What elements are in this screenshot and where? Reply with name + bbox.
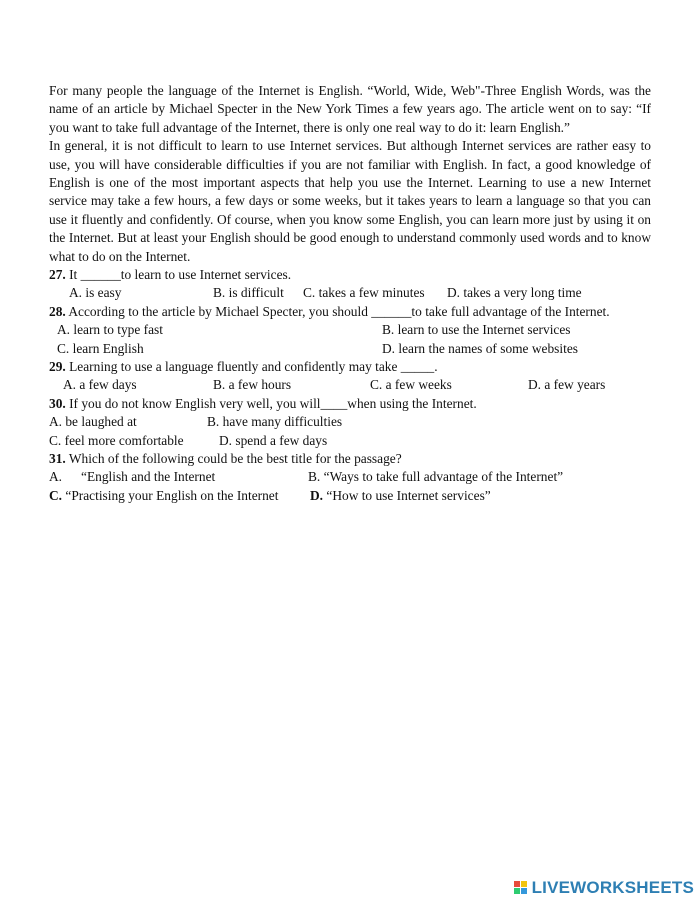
options-30-row-1 xyxy=(49,413,651,431)
option-c[interactable]: C. takes a few minutes xyxy=(303,285,425,301)
options-28-row-1 xyxy=(49,321,651,339)
option-d[interactable]: D. a few years xyxy=(528,377,606,393)
passage-paragraph-1: For many people the language of the Internet is English. “World, Wide, Web"-Three English Words, was the name of an article by Michael Specter in the New York Times a few years ago. The article went on to say: “If you want to take full advantage of the Internet, there is only one real way to do it: learn English.” xyxy=(49,83,651,135)
option-c-text: “Practising your English on the Internet xyxy=(62,487,279,503)
liveworksheets-icon xyxy=(514,881,528,895)
option-c[interactable]: C. learn English xyxy=(57,340,144,356)
brand-name: LIVEWORKSHEETS xyxy=(531,878,694,897)
question-number: 31. xyxy=(49,451,66,467)
options-30-row-2 xyxy=(49,432,651,450)
option-a[interactable]: A. is easy xyxy=(69,285,122,301)
option-d[interactable]: D. takes a very long time xyxy=(447,285,582,301)
question-29 xyxy=(49,358,651,376)
question-text: It ______to learn to use Internet services. xyxy=(65,267,292,283)
option-b[interactable]: B. learn to use the Internet services xyxy=(382,322,571,338)
options-31-row-2 xyxy=(49,487,651,505)
question-28 xyxy=(49,303,651,321)
question-number: 28. xyxy=(49,303,66,319)
option-a[interactable]: A. learn to type fast xyxy=(57,322,163,338)
question-number: 29. xyxy=(49,359,66,375)
question-number: 30. xyxy=(49,395,66,411)
option-a[interactable]: A. a few days xyxy=(63,377,137,393)
option-a-text[interactable]: “English and the Internet xyxy=(81,469,216,485)
options-31-row-1 xyxy=(49,468,651,486)
option-b[interactable]: B. “Ways to take full advantage of the Internet” xyxy=(308,469,564,485)
question-31 xyxy=(49,450,651,468)
option-c[interactable]: C. feel more comfortable xyxy=(49,432,184,448)
question-number: 27. xyxy=(49,267,66,283)
option-b[interactable]: B. a few hours xyxy=(213,377,292,393)
option-a-letter[interactable]: A. xyxy=(49,469,63,485)
option-d-letter: D. xyxy=(310,487,324,503)
option-d-text: “How to use Internet services” xyxy=(323,487,491,503)
worksheet xyxy=(49,82,651,505)
question-text: According to the article by Michael Specter, you should ______to take full advantage of the Internet. xyxy=(65,303,610,319)
option-a[interactable]: A. be laughed at xyxy=(49,414,137,430)
option-c[interactable]: C. a few weeks xyxy=(370,377,452,393)
options-27 xyxy=(49,284,651,302)
passage-paragraph-2: In general, it is not difficult to learn to use Internet services. But although Internet services are rather easy to use, you will have considerable difficulties if you are not familiar with English. In fact, a good knowledge of English is one of the most important aspects that help you use the Internet. Learning to use a new Internet service may take a few hours, a few days or some weeks, but it takes years to learn a language so that you can use it fluently and confidently. Of course, when you know some English, you can learn more just by using it on the Internet. But at least your English should be good enough to understand commonly used words and to know what to do on the Internet. xyxy=(49,138,651,264)
option-d[interactable]: D. learn the names of some websites xyxy=(382,340,578,356)
option-c-letter: C. xyxy=(49,487,63,503)
option-d[interactable]: D. spend a few days xyxy=(219,432,328,448)
options-28-row-2 xyxy=(49,340,651,358)
question-text: Learning to use a language fluently and confidently may take _____. xyxy=(65,359,438,375)
option-b[interactable]: B. is difficult xyxy=(213,285,284,301)
liveworksheets-logo xyxy=(514,878,694,898)
option-c[interactable] xyxy=(49,487,278,505)
question-text: Which of the following could be the best title for the passage? xyxy=(65,451,402,467)
question-text: If you do not know English very well, you will____when using the Internet. xyxy=(65,395,477,411)
question-27 xyxy=(49,266,651,284)
options-29 xyxy=(49,376,651,394)
question-30 xyxy=(49,395,651,413)
option-b[interactable]: B. have many difficulties xyxy=(207,414,343,430)
option-d[interactable] xyxy=(310,487,491,505)
